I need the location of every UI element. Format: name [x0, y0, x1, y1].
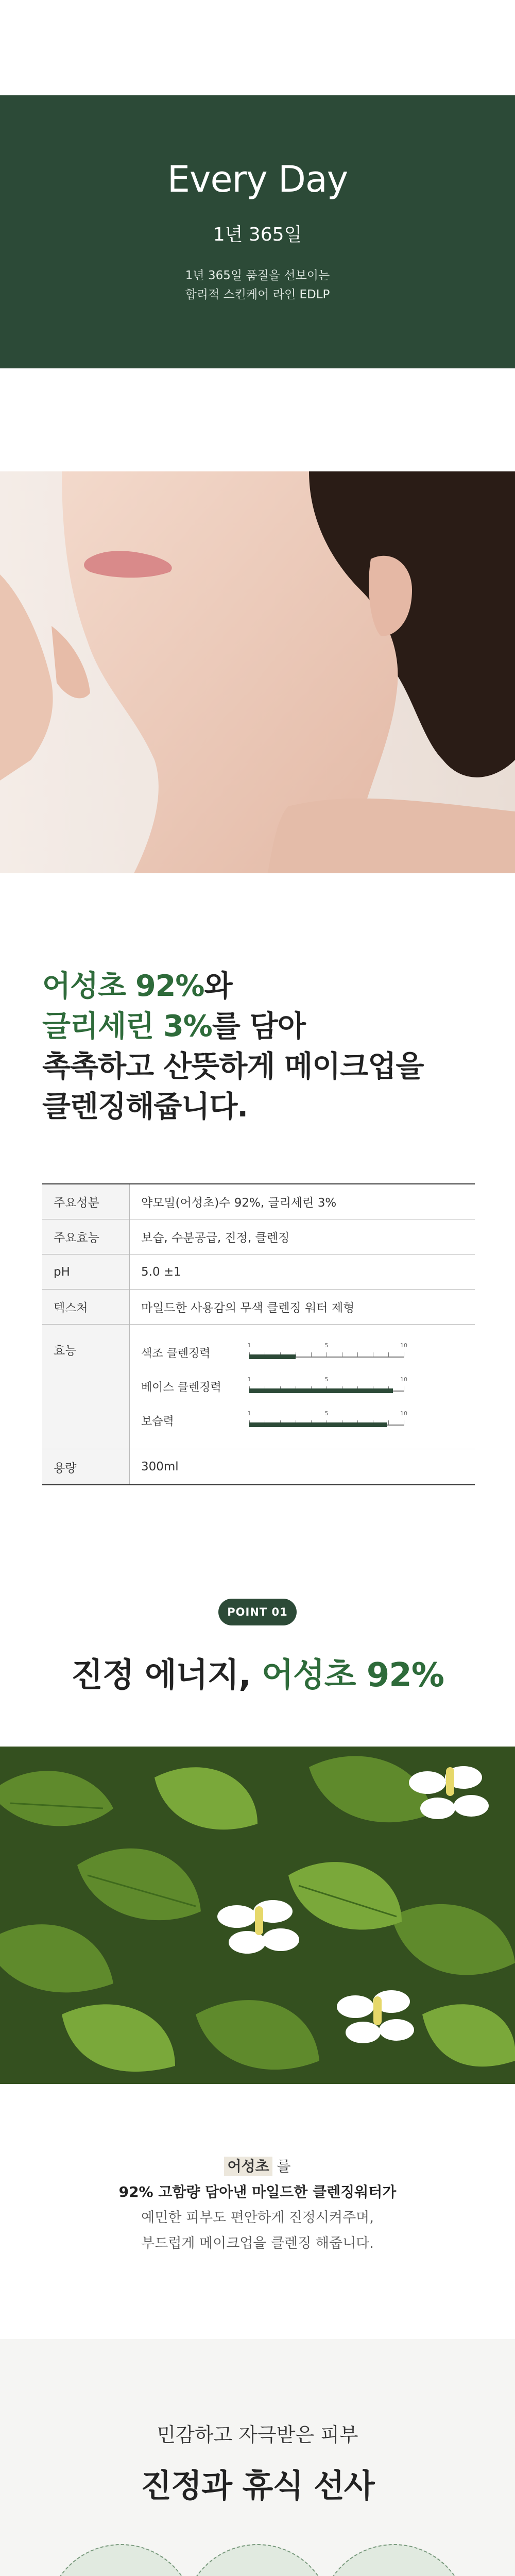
spec-table: [42, 1183, 475, 1485]
table-key: 효능: [42, 1325, 130, 1449]
table-row: [42, 1184, 475, 1219]
table-value: 5.0 ±1: [141, 1265, 181, 1279]
effect-bar-tick: [388, 1420, 389, 1426]
benefit-circle: [319, 2544, 469, 2576]
table-key: 용량: [42, 1449, 130, 1484]
effect-bar: [247, 1342, 407, 1361]
effect-list: [130, 1325, 475, 1449]
table-value: 300ml: [141, 1460, 179, 1473]
table-key: 텍스처: [42, 1290, 130, 1324]
effect-name: 색조 클렌징력: [141, 1347, 211, 1360]
effect-bar: [247, 1376, 407, 1395]
effect-bar-fill: [249, 1388, 393, 1393]
headline: [42, 966, 485, 1127]
face-illustration: [0, 471, 515, 873]
table-value: 마일드한 사용감의 무색 클렌징 워터 제형: [141, 1301, 355, 1315]
effect-scale-label: 1: [247, 1376, 251, 1383]
benefits-section: [0, 2339, 515, 2576]
headline-text: 촉촉하고 산뜻하게 메이크업을: [42, 1049, 424, 1083]
effect-scale-label: 5: [324, 1342, 329, 1349]
desc-text: 92% 고함량 담아낸 마일드한 클렌징워터가: [118, 2183, 397, 2200]
effect-bar-tick: [357, 1352, 358, 1358]
hero-description: [0, 266, 515, 304]
effect-name: 보습력: [141, 1415, 174, 1428]
table-value: 보습, 수분공급, 진정, 클렌징: [141, 1231, 290, 1245]
effect-scale-label: 1: [247, 1410, 251, 1417]
benefits-subtitle: 민감하고 자극받은 피부: [157, 2424, 358, 2446]
table-row: [42, 1290, 475, 1325]
headline-green: 글리세린 3%: [42, 1009, 212, 1043]
effect-name: 베이스 클렌징력: [141, 1381, 221, 1394]
effect-item: [141, 1342, 464, 1361]
benefit-circle: [183, 2544, 332, 2576]
table-key: 주요효능: [42, 1219, 130, 1254]
table-value: 약모밀(어성초)수 92%, 글리세린 3%: [141, 1196, 337, 1210]
headline-green: 어성초 92%: [42, 969, 204, 1003]
hero-desc-line: 합리적 스킨케어 라인 EDLP: [185, 288, 330, 301]
effect-scale-label: 10: [400, 1376, 407, 1383]
herb-highlight: 어성초: [224, 2157, 272, 2176]
model-face-photo: [0, 471, 515, 873]
effect-bar-tick: [388, 1352, 389, 1358]
hero-subtitle: 1년 365일: [213, 224, 302, 245]
table-key: 주요성분: [42, 1184, 130, 1219]
point-title-text: 진정 에너지,: [71, 1656, 262, 1694]
point-title-green: 어성초 92%: [262, 1656, 444, 1694]
headline-text: 와: [204, 969, 232, 1003]
table-key: pH: [42, 1255, 130, 1289]
hero-header: [0, 95, 515, 368]
point-badge: POINT 01: [218, 1599, 297, 1625]
effect-scale-label: 10: [400, 1410, 407, 1417]
table-row: [42, 1255, 475, 1290]
effect-scale-label: 5: [324, 1376, 329, 1383]
benefits-title: 진정과 휴식 선사: [141, 2467, 374, 2504]
effect-bar: [247, 1410, 407, 1429]
headline-text: 클렌징해줍니다.: [42, 1090, 248, 1124]
hero-title: Every Day: [167, 158, 348, 200]
headline-text: 를 담아: [212, 1009, 305, 1043]
point-title: [0, 1649, 515, 1696]
benefit-circle: [46, 2544, 196, 2576]
table-row-effect: [42, 1325, 475, 1449]
hero-desc-line: 1년 365일 품질을 선보이는: [185, 269, 330, 282]
leaves-illustration: [0, 1747, 515, 2084]
effect-bar-fill: [249, 1354, 296, 1359]
table-row: [42, 1449, 475, 1484]
effect-item: [141, 1410, 464, 1429]
ingredient-description: [0, 2154, 515, 2257]
effect-scale-label: 1: [247, 1342, 251, 1349]
effect-scale-label: 5: [324, 1410, 329, 1417]
effect-scale-label: 10: [400, 1342, 407, 1349]
table-row: [42, 1219, 475, 1255]
desc-text: 예민한 피부도 편안하게 진정시켜주며,: [141, 2210, 374, 2226]
houttuynia-photo: [0, 1747, 515, 2084]
desc-text: 부드럽게 메이크업을 클렌징 해줍니다.: [141, 2235, 374, 2251]
effect-bar-fill: [249, 1422, 387, 1427]
desc-text: 를: [272, 2158, 291, 2175]
effect-bar-tick: [311, 1352, 312, 1358]
effect-item: [141, 1376, 464, 1395]
